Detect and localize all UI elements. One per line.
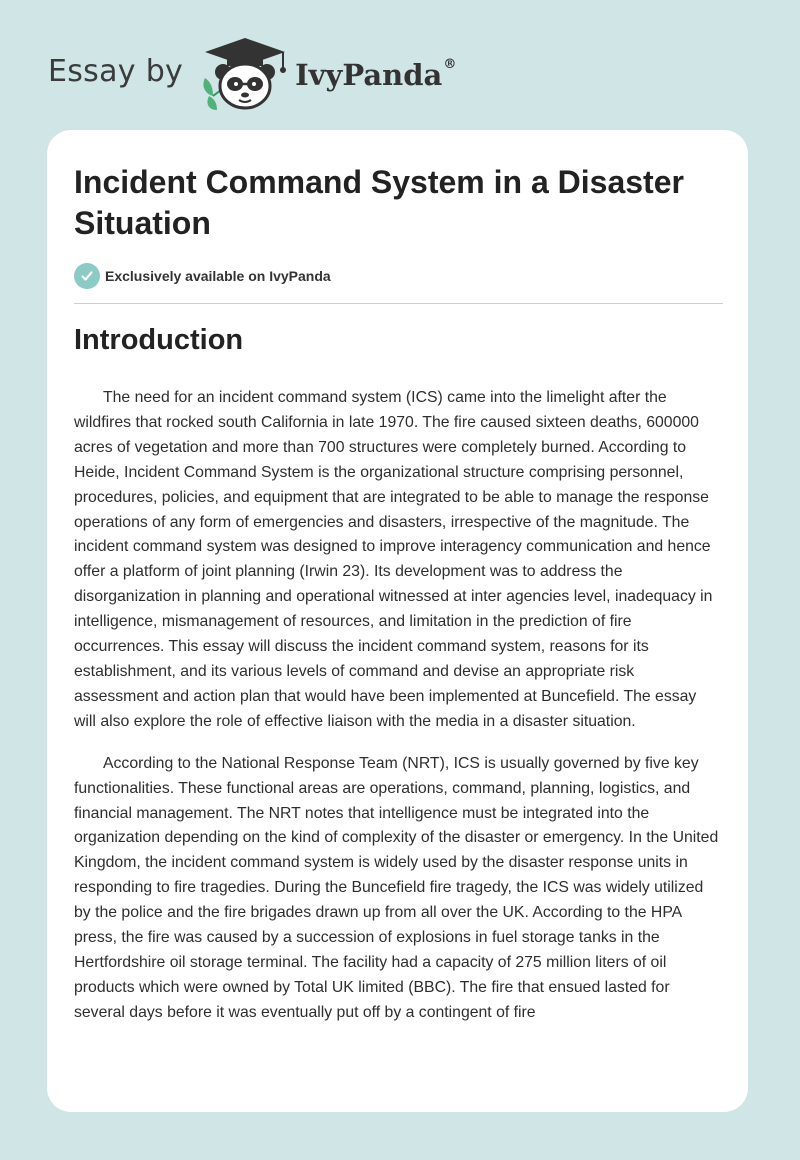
essay-title: Incident Command System in a Disaster Situation [74,164,684,241]
paragraph: The need for an incident command system (ICS) came into the limelight after the wildfires that rocked south California in late 1970. The fire caused sixteen deaths, 600000 acres of vegetation and more than 700 structures were completely burned. According to Heide, Incident Command System is the organizational structure comprising personnel, procedures, policies, and equipment that are integrated to be able to manage the response operations of any form of emergencies and disasters, irrespective of the magnitude. The incident command system was designed to improve interagency communication and hence offer a platform of joint planning (Irwin 23). Its development was to address the disorganization in planning and operational witnessed at inter agencies level, inadequacy in intelligence, mismanagement of resources, and limitation in the prediction of fire occurrences. This essay will discuss the incident command system, reasons for its establishment, and its various levels of command and devise an appropriate risk assessment and action plan that would have been implemented at Buncefield. The essay will also explore the role of effective liaison with the media in a disaster situation. [74,389,713,730]
exclusive-badge [74,263,331,289]
title-divider [74,303,723,304]
essay-card [47,130,748,1112]
site-header [48,34,456,114]
essay-by-label: Essay by [48,53,184,89]
paragraph: According to the National Response Team (NRT), ICS is usually governed by five key functionalities. These functional areas are operations, command, planning, logistics, and financial management. The NRT notes that intelligence must be integrated into the organization depending on the kind of complexity of the disaster or emergency. In the United Kingdom, the incident command system is widely used by the disaster response units in responding to fire tragedies. During the Buncefield fire tragedy, the ICS was widely utilized by the police and the fire brigades drawn up from all over the UK. According to the HPA press, the fire was caused by a succession of explosions in fuel storage tanks in the Hertfordshire oil storage terminal. The facility had a capacity of 275 million liters of oil products which were owned by Total UK limited (BBC). The fire that ensued lasted for several days before it was eventually put off by a contingent of fire [74,754,719,1021]
brand-text: IvyPanda [295,58,443,92]
section-heading: Introduction [74,324,244,356]
panda-graduate-logo-icon[interactable] [199,34,291,114]
registered-mark: ® [443,57,457,73]
brand-name[interactable] [295,58,456,92]
exclusive-badge-label: Exclusively available on IvyPanda [105,268,331,284]
essay-body [74,386,720,1043]
check-icon [74,263,100,289]
